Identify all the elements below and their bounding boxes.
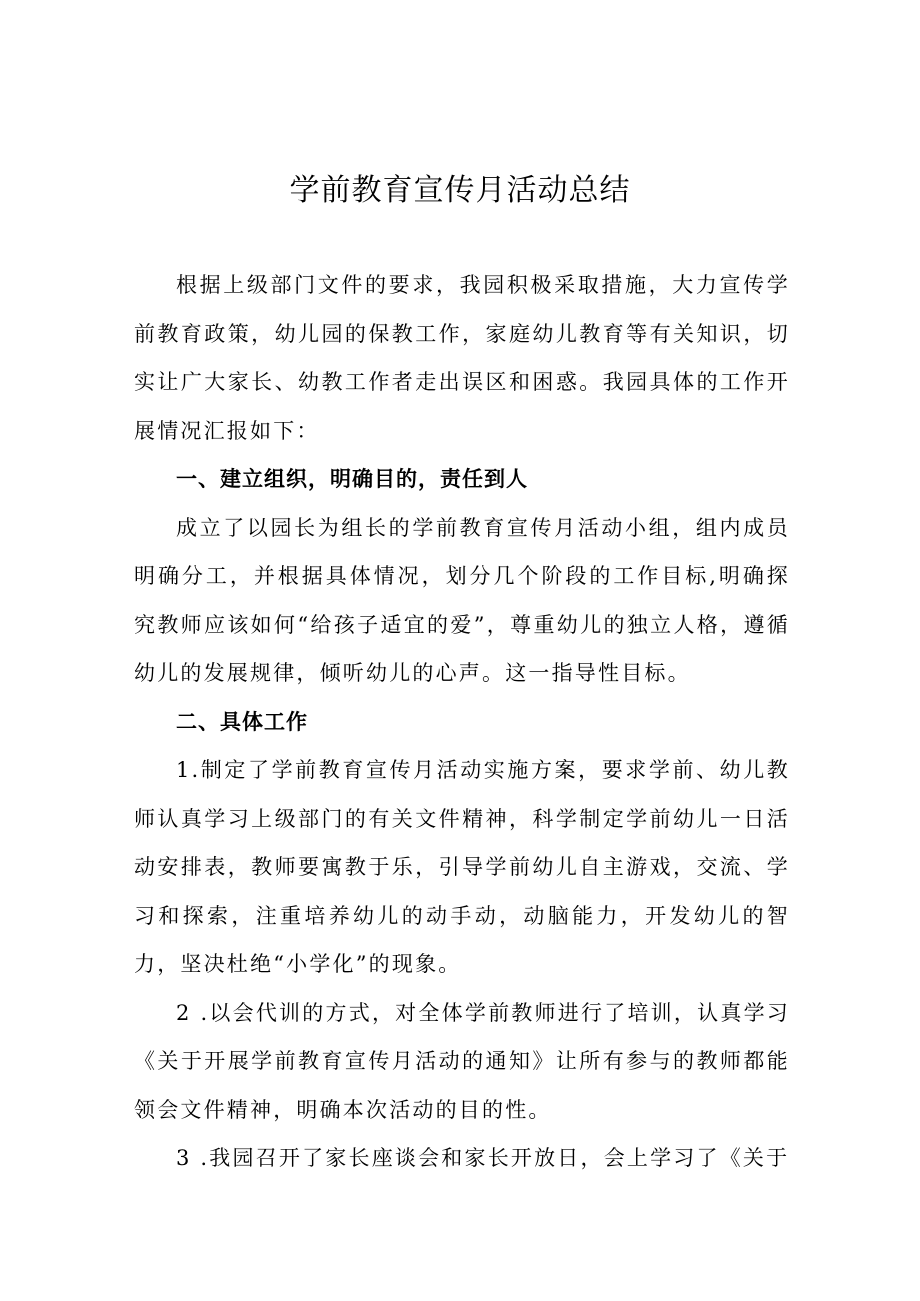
section-heading-2: 二、具体工作 — [176, 709, 308, 734]
work-item-1: 1.制定了学前教育宣传月活动实施方案，要求学前、幼儿教师认真学习上级部门的有关文件精神，科学制定学前幼儿一日活动安排表，教师要寓教于乐，引导学前幼儿自主游戏，交流、学习和探索，注重培养幼儿的动手动，动脑能力，开发幼儿的智力，坚决杜绝“小学化”的现象。 — [134, 758, 790, 976]
document-title: 学前教育宣传月活动总结 — [289, 173, 631, 208]
section-1-paragraph: 成立了以园长为组长的学前教育宣传月活动小组，组内成员明确分工，并根据具体情况，划分几个阶段的工作目标,明确探究教师应该如何“给孩子适宜的爱”，尊重幼儿的独立人格，遵循幼儿的发展规律，倾听幼儿的心声。这一指导性目标。 — [134, 515, 790, 685]
work-item-3: 3 .我园召开了家长座谈会和家长开放日，会上学习了《关于 — [176, 1146, 790, 1170]
section-heading-1: 一、建立组织，明确目的，责任到人 — [176, 467, 528, 491]
document-body — [134, 261, 790, 1183]
work-item-2: 2 .以会代训的方式，对全体学前教师进行了培训，认真学习《关于开展学前教育宣传月活动的通知》让所有参与的教师都能领会文件精神，明确本次活动的目的性。 — [134, 1000, 790, 1122]
intro-paragraph: 根据上级部门文件的要求，我园积极采取措施，大力宣传学前教育政策，幼儿园的保教工作，家庭幼儿教育等有关知识，切实让广大家长、幼教工作者走出误区和困惑。我园具体的工作开展情况汇报如下： — [134, 273, 790, 443]
